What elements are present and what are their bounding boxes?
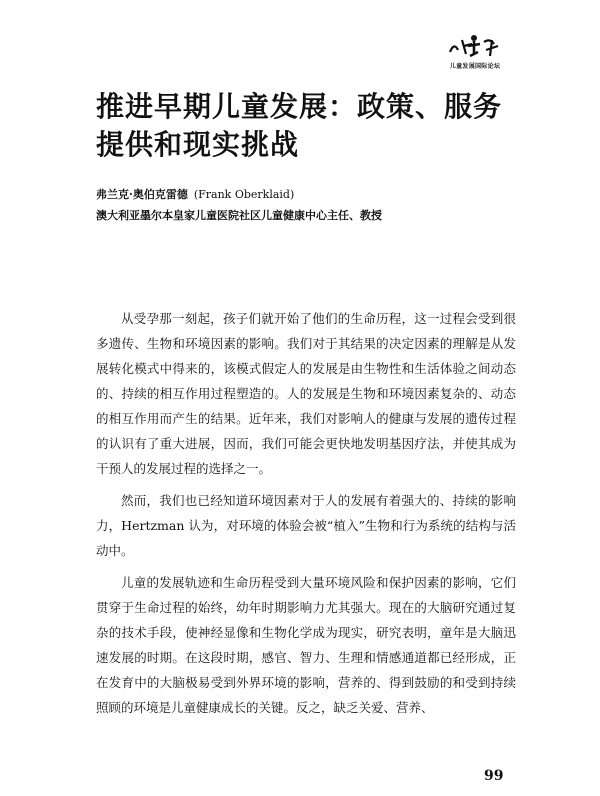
author-affiliation: 澳大利亚墨尔本皇家儿童医院社区儿童健康中心主任、教授	[96, 209, 382, 222]
page-number: 99	[484, 768, 504, 784]
forum-logo	[436, 30, 514, 72]
article-body	[96, 306, 516, 727]
body-paragraph-2: 然而，我们也已经知道环境因素对于人的发展有着强大的、持续的影响力，Hertzman 认为，对环境的体验会被“植入”生物和行为系统的结构与活动中。	[96, 493, 516, 558]
article-title	[96, 88, 516, 164]
author-line	[96, 186, 294, 202]
body-paragraph-1: 从受孕那一刻起，孩子们就开始了他们的生命历程，这一过程会受到很多遗传、生物和环境因素的影响。我们对于其结果的决定因素的理解是从发展转化模式中得来的，该模式假定人的发展是由生物性和生活体验之间动态的、持续的相互作用过程塑造的。人的发展是生物和环境因素复杂的、动态的相互作用而产生的结果。近年来，我们对影响人的健康与发展的遗传过程的认识有了重大进展，因而，我们可能会更快地发明基因疗法，并使其成为干预人的发展过程的选择之一。	[96, 311, 516, 476]
article-title-line-2: 提供和现实挑战	[96, 128, 300, 161]
logo-caption: 儿童发展国际论坛	[449, 63, 501, 70]
author-name-english: (Frank Oberklaid)	[193, 188, 295, 201]
body-paragraph-3: 儿童的发展轨迹和生命历程受到大量环境风险和保护因素的影响，它们贯穿于生命过程的始终，幼年时期影响力尤其强大。现在的大脑研究通过复杂的技术手段，使神经显像和生物化学成为现实，研究表明，童年是大脑迅速发展的时期。在这段时期，感官、智力、生理和情感通道都已经形成，正在发育中的大脑极易受到外界环境的影响，营养的、得到鼓励的和受到持续照顾的环境是儿童健康成长的关键。反之，缺乏关爱、营养、	[96, 575, 516, 715]
author-name-chinese: 弗兰克·奥伯克雷德	[96, 188, 188, 201]
article-title-line-1: 推进早期儿童发展：政策、服务	[96, 90, 503, 123]
forum-logo-icon	[444, 30, 506, 60]
